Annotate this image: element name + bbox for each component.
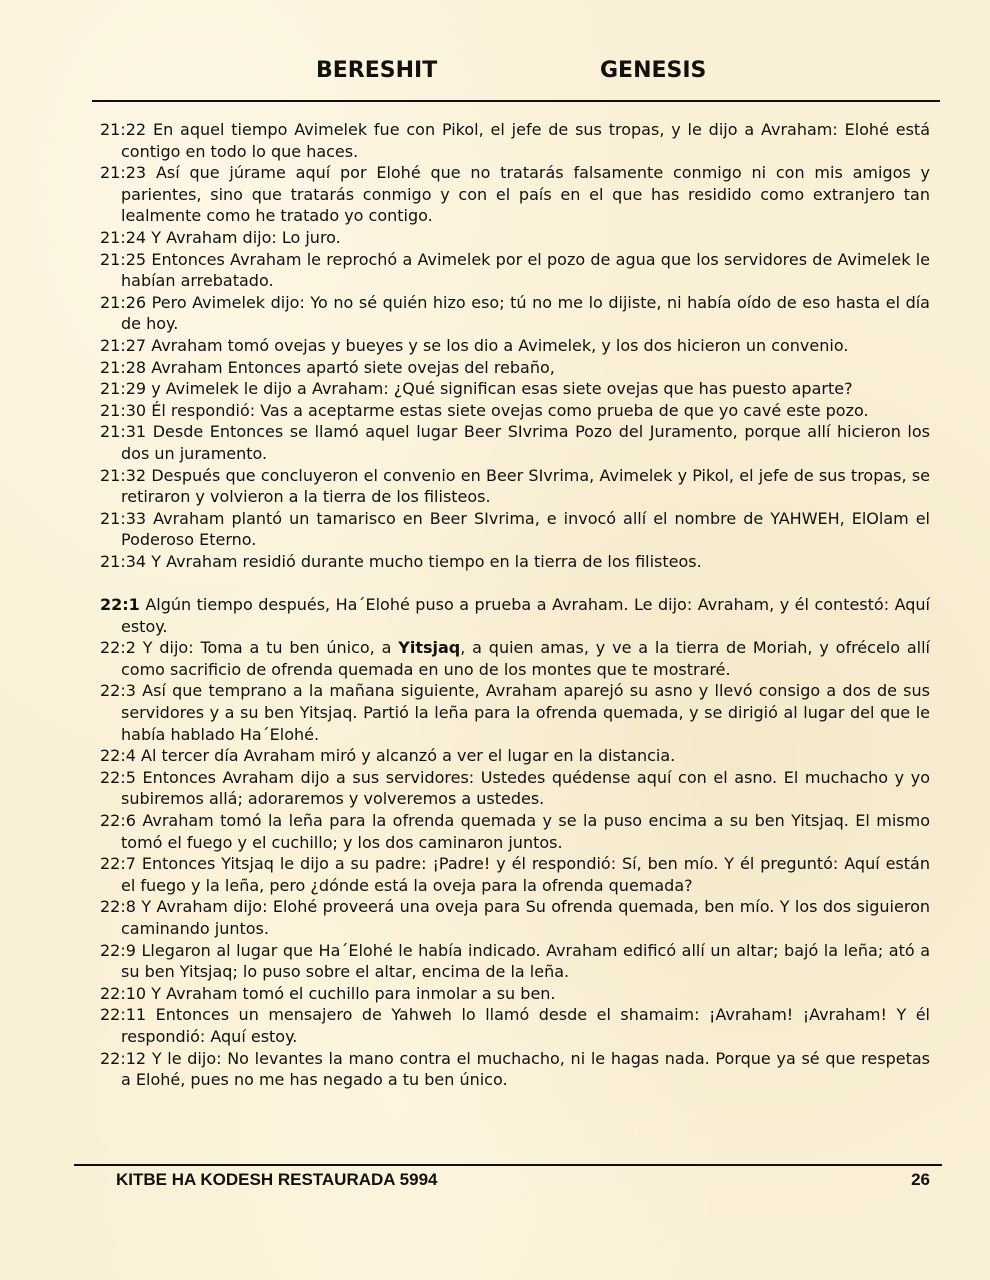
verse-text: Y Avraham tomó el cuchillo para inmolar a su ben. xyxy=(151,983,556,1003)
header-rule xyxy=(92,100,940,102)
verse-text: Entonces Avraham dijo a sus servidores: Ustedes quédense aquí con el asno. El muchacho y yo subiremos allá; adoraremos y volveremos a ustedes. xyxy=(121,767,930,809)
verse-number: 22:3 xyxy=(100,681,136,701)
verse-text: Avraham Entonces apartó siete ovejas del rebaño, xyxy=(151,357,555,377)
footer-rule xyxy=(74,1164,942,1166)
verse-text: Avraham plantó un tamarisco en Beer SIvrima, e invocó allí el nombre de YAHWEH, ElOlam el Poderoso Eterno. xyxy=(121,508,931,550)
verse xyxy=(100,853,930,896)
verse-number: 21:31 xyxy=(100,422,147,442)
verse-text: Algún tiempo después, Ha´Elohé puso a prueba a Avraham. Le dijo: Avraham, y él contestó: Aquí estoy. xyxy=(121,595,931,636)
verse-number: 21:27 xyxy=(100,335,147,355)
verse-number: 22:2 xyxy=(100,638,136,658)
verse xyxy=(100,400,930,422)
verse xyxy=(100,119,930,162)
verse-text: Y Avraham residió durante mucho tiempo en la tierra de los filisteos. xyxy=(151,551,702,571)
verse xyxy=(100,680,930,745)
verse-text: Avraham tomó la leña para la ofrenda quemada y se la puso encima a su ben Yitsjaq. El mismo tomó el fuego y el cuchillo; y los dos caminaron juntos. xyxy=(121,811,930,852)
verse-number: 21:33 xyxy=(100,508,147,528)
verse-number: 22:5 xyxy=(100,767,136,787)
verse xyxy=(100,1004,930,1047)
verse-number: 22:10 xyxy=(100,983,147,1003)
verse xyxy=(100,1048,930,1091)
page-number: 26 xyxy=(911,1170,930,1189)
verse xyxy=(100,637,930,680)
verse xyxy=(100,378,930,400)
chapter-21-verses xyxy=(100,119,930,572)
verse-number: 22:7 xyxy=(100,854,136,874)
verse-text: En aquel tiempo Avimelek fue con Pikol, el jefe de sus tropas, y le dijo a Avraham: Elohé está contigo en todo lo que haces. xyxy=(121,120,931,161)
verse-number: 21:23 xyxy=(100,163,147,183)
verse-text: Al tercer día Avraham miró y alcanzó a ver el lugar en la distancia. xyxy=(141,746,676,766)
verse-text: Y le dijo: No levantes la mano contra el muchacho, ni le hagas nada. Porque ya sé que respetas a Elohé, pues no me has negado a tu ben único. xyxy=(121,1048,930,1090)
verse xyxy=(100,594,930,637)
verse-text: y Avimelek le dijo a Avraham: ¿Qué significan esas siete ovejas que has puesto aparte? xyxy=(151,379,853,399)
verse-text: Y Avraham dijo: Elohé proveerá una oveja para Su ofrenda quemada, ben mío. Y los dos siguieron caminando juntos. xyxy=(121,897,931,938)
verse-number: 22:12 xyxy=(100,1048,147,1068)
verse xyxy=(100,227,930,249)
verse-number: 22:9 xyxy=(100,940,136,960)
verse xyxy=(100,983,930,1005)
verse xyxy=(100,335,930,357)
verse xyxy=(100,767,930,810)
verse-text: Avraham tomó ovejas y bueyes y se los dio a Avimelek, y los dos hicieron un convenio. xyxy=(151,335,849,355)
chapter-22-verses xyxy=(100,680,930,1090)
verse xyxy=(100,292,930,335)
verse-number: 21:25 xyxy=(100,249,147,269)
verse-text: Así que júrame aquí por Elohé que no tratarás falsamente conmigo ni con mis amigos y parientes, sino que tratarás conmigo y con el país en el que has residido como extranjero tan lealmente como he tratado yo contigo. xyxy=(121,163,931,226)
verse xyxy=(100,465,930,508)
verse xyxy=(100,896,930,939)
header-book-hebrew: BERESHIT xyxy=(316,58,438,83)
verse xyxy=(100,940,930,983)
scripture-text xyxy=(100,119,930,1091)
verse-number: 21:29 xyxy=(100,379,147,399)
verse-text: Entonces Yitsjaq le dijo a su padre: ¡Padre! y él respondió: Sí, ben mío. Y él preguntó: Aquí están el fuego y la leña, pero ¿dónde está la oveja para la ofrenda quemada? xyxy=(121,854,930,895)
verse-text: Desde Entonces se llamó aquel lugar Beer SIvrima Pozo del Juramento, porque allí hicieron los dos un juramento. xyxy=(121,422,930,463)
verse xyxy=(100,508,930,551)
verse-text: Después que concluyeron el convenio en Beer SIvrima, Avimelek y Pikol, el jefe de sus tropas, se retiraron y volvieron a la tierra de los filisteos. xyxy=(121,465,930,507)
verse-number: 21:32 xyxy=(100,465,147,485)
verse-number: 21:34 xyxy=(100,551,147,571)
verse-number: 21:22 xyxy=(100,120,147,139)
header-book-spanish: GENESIS xyxy=(600,58,707,83)
verse-number: 21:30 xyxy=(100,400,147,420)
chapter-gap xyxy=(100,572,930,594)
verse xyxy=(100,551,930,573)
verse xyxy=(100,810,930,853)
verse xyxy=(100,421,930,464)
verse-text: Y Avraham dijo: Lo juro. xyxy=(151,227,341,247)
verse-number: 22:11 xyxy=(100,1005,147,1025)
verse xyxy=(100,249,930,292)
verse-number: 21:24 xyxy=(100,227,147,247)
verse-text: Así que temprano a la mañana siguiente, Avraham aparejó su asno y llevó consigo a dos de sus servidores y a su ben Yitsjaq. Partió la leña para la ofrenda quemada, y se dirigió al lugar del que le había hablado Ha´Elohé. xyxy=(121,681,930,744)
page-footer xyxy=(0,1170,990,1196)
verse-text: Entonces un mensajero de Yahweh lo llamó desde el shamaim: ¡Avraham! ¡Avraham! Y él respondió: Aquí estoy. xyxy=(121,1005,931,1046)
verse-text: Y dijo: Toma a tu ben único, a xyxy=(142,638,392,658)
verse-number: 22:1 xyxy=(100,595,140,615)
verse-text: Entonces Avraham le reprochó a Avimelek por el pozo de agua que los servidores de Avimelek le habían arrebatado. xyxy=(121,249,930,291)
page-header xyxy=(0,58,990,90)
verse-number: 21:26 xyxy=(100,292,147,312)
verse-number: 22:4 xyxy=(100,746,136,766)
verse xyxy=(100,745,930,767)
footer-title: KITBE HA KODESH RESTAURADA 5994 xyxy=(116,1170,438,1189)
verse-number: 22:6 xyxy=(100,811,136,830)
verse-text: Llegaron al lugar que Ha´Elohé le había indicado. Avraham edificó allí un altar; bajó la leña; ató a su ben Yitsjaq; lo puso sobre el altar, encima de la leña. xyxy=(121,940,930,982)
verse-text: Él respondió: Vas a aceptarme estas siete ovejas como prueba de que yo cavé este pozo. xyxy=(151,400,869,420)
verse-number: 21:28 xyxy=(100,357,147,377)
highlighted-name: Yitsjaq xyxy=(398,638,461,658)
verse-text: Pero Avimelek dijo: Yo no sé quién hizo eso; tú no me lo dijiste, ni había oído de eso hasta el día de hoy. xyxy=(121,292,930,334)
verse-number: 22:8 xyxy=(100,897,136,917)
verse xyxy=(100,162,930,227)
verse xyxy=(100,357,930,379)
verse-text: , a quien amas, y ve a la tierra de Moriah, y ofrécelo allí como sacrificio de ofrenda quemada en uno de los montes que te mostraré. xyxy=(121,638,930,679)
